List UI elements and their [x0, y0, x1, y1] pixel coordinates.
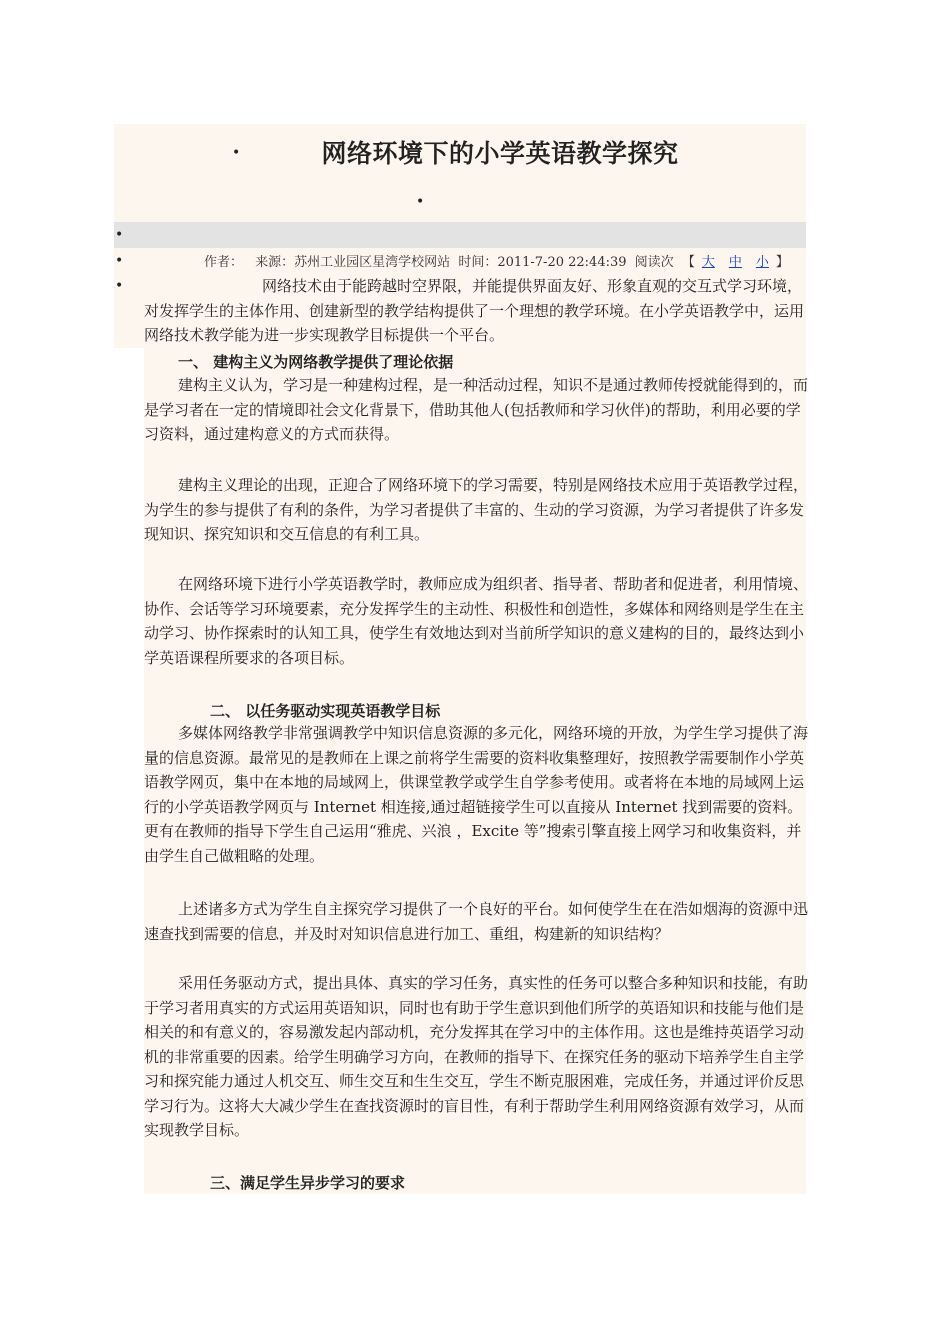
article-meta [204, 251, 789, 270]
font-size-large-link[interactable]: 大 [701, 255, 715, 270]
paragraph: 在网络环境下进行小学英语教学时，教师应成为组织者、指导者、帮助者和促进者，利用情境、协作、会话等学习环境要素，充分发挥学生的主动性、积极性和创造性，多媒体和网络则是学生在主动学习、协作探索时的认知工具，使学生有效地达到对当前所学知识的意义建构的目的，最终达到小学英语课程所要求的各项目标。 [144, 575, 809, 667]
author-label: 作者： [204, 255, 244, 270]
bullet-icon: • [115, 227, 124, 243]
bullet-icon: • [115, 278, 124, 294]
font-size-bracket: 】 [775, 255, 789, 270]
intro-paragraph: 网络技术由于能跨越时空界限，并能提供界面友好、形象直观的交互式学习环境，对发挥学生的主体作用、创建新型的教学结构提供了一个理想的教学环境。在小学英语教学中，运用网络技术教学能为进一步实现教学目标提供一个平台。 [144, 277, 805, 344]
read-count-label: 阅读次 [634, 255, 674, 270]
section-heading-3: 三、满足学生异步学习的要求 [210, 1174, 406, 1192]
bullet-icon: • [232, 145, 241, 161]
separator-band [114, 222, 806, 248]
paragraph: 多媒体网络教学非常强调教学中知识信息资源的多元化，网络环境的开放，为学生学习提供了海量的信息资源。最常见的是教师在上课之前将学生需要的资料收集整理好，按照教学需要制作小学英语教学网页，集中在本地的局域网上，供课堂教学或学生自学参考使用。或者将在本地的局域网上运行的小学英语教学网页与 Internet 相连接,通过超链接学生可以直接从 Internet 找到需要的资料。更有在教师的指导下学生自己运用“雅虎、兴浪 ，Excite 等”搜索引擎直接上网学习和收集资料，并由学生自己做粗略的处理。 [144, 724, 809, 865]
article-title: 网络环境下的小学英语教学探究 [321, 139, 679, 168]
time-text: 时间：2011-7-20 22:44:39 [458, 255, 627, 270]
paragraph: 建构主义理论的出现，正迎合了网络环境下的学习需要，特别是网络技术应用于英语教学过程，为学生的参与提供了有利的条件，为学习者提供了丰富的、生动的学习资源，为学习者提供了许多发现知识、探究知识和交互信息的有利工具。 [144, 476, 809, 543]
font-size-medium-link[interactable]: 中 [728, 255, 742, 270]
bullet-icon: • [115, 253, 124, 269]
bullet-icon: • [416, 194, 425, 210]
paragraph: 采用任务驱动方式，提出具体、真实的学习任务，真实性的任务可以整合多种知识和技能，有助于学习者用真实的方式运用英语知识，同时也有助于学生意识到他们所学的英语知识和技能与他们是相关的和有意义的，容易激发起内部动机，充分发挥其在学习中的主体作用。这也是维持英语学习动机的非常重要的因素。给学生明确学习方向，在教师的指导下、在探究任务的驱动下培养学生自主学习和探究能力通过人机交互、师生交互和生生交互，学生不断克服困难，完成任务，并通过评价反思学习行为。这将大大减少学生在查找资源时的盲目性，有利于帮助学生利用网络资源有效学习，从而实现教学目标。 [144, 974, 809, 1139]
paragraph: 建构主义认为，学习是一种建构过程，是一种活动过程，知识不是通过教师传授就能得到的，而是学习者在一定的情境即社会文化背景下，借助其他人(包括教师和学习伙伴)的帮助，利用必要的学习资料，通过建构意义的方式而获得。 [144, 376, 809, 443]
source-text: 来源：苏州工业园区星湾学校网站 [255, 255, 451, 270]
section-heading-2: 二、 以任务驱动实现英语教学目标 [210, 702, 441, 720]
font-size-bracket: 【 [681, 255, 695, 270]
section-heading-1: 一、 建构主义为网络教学提供了理论依据 [178, 353, 454, 371]
font-size-small-link[interactable]: 小 [755, 255, 769, 270]
paragraph: 上述诸多方式为学生自主探究学习提供了一个良好的平台。如何使学生在在浩如烟海的资源中迅速查找到需要的信息，并及时对知识信息进行加工、重组，构建新的知识结构？ [144, 900, 809, 943]
